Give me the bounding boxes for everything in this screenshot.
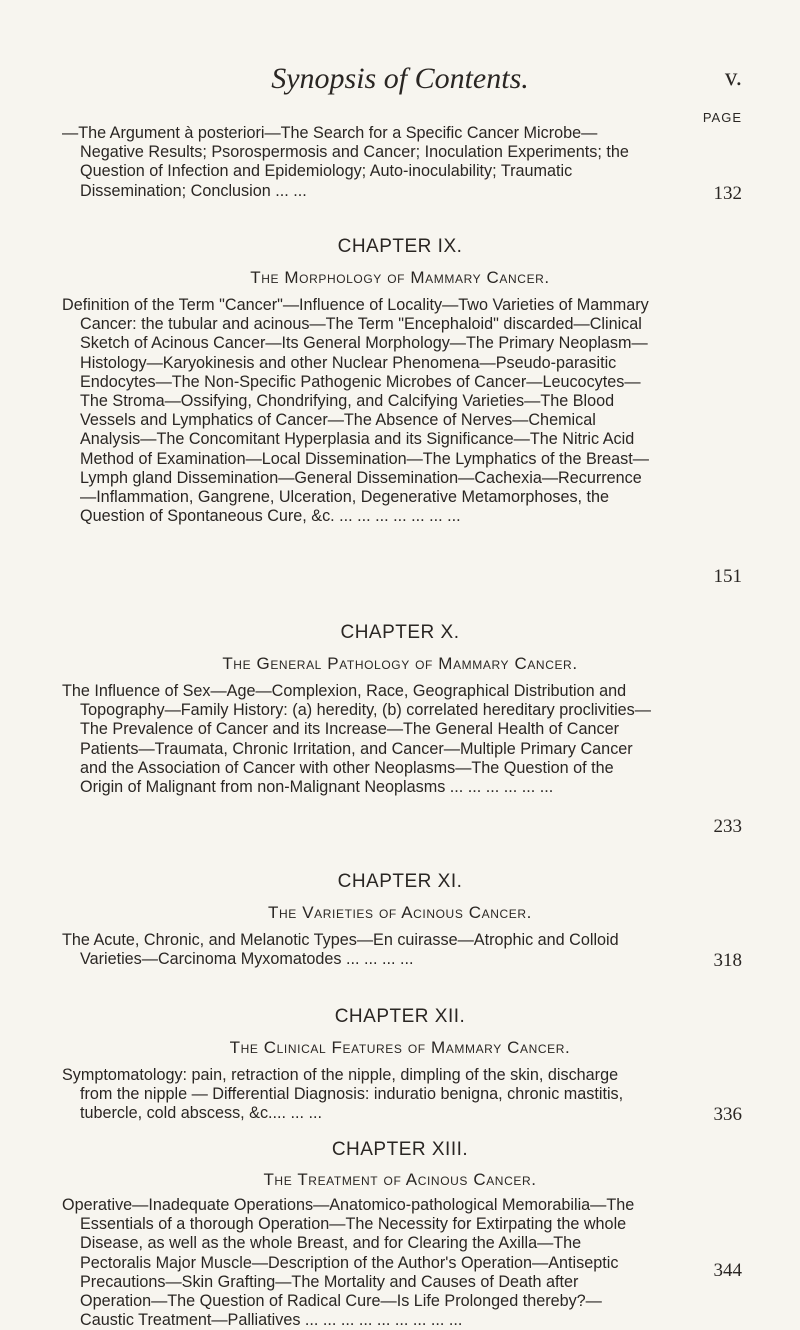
chapter-heading: CHAPTER XII. bbox=[334, 1006, 466, 1027]
chapter-heading: CHAPTER X. bbox=[340, 622, 460, 643]
chapter-entry bbox=[62, 931, 652, 969]
chapter-heading: CHAPTER XI. bbox=[337, 871, 463, 892]
page-numeral: v. bbox=[724, 64, 742, 91]
entry-page-number: 318 bbox=[713, 950, 742, 971]
entry-page-number: 336 bbox=[713, 1104, 742, 1125]
chapter-heading: CHAPTER IX. bbox=[337, 236, 463, 257]
entry-text: Symptomatology: pain, retraction of the nipple, dimpling of the skin, discharge from the nipple — Differential Diagnosis: induratio benigna, chronic mastitis, tubercle, cold abscess, &c.... ... ... bbox=[62, 1066, 624, 1123]
entry-page-number: 233 bbox=[713, 816, 742, 837]
entry-page-number: 132 bbox=[713, 183, 742, 204]
entry-page-number: 344 bbox=[713, 1260, 742, 1281]
chapter-entry bbox=[62, 1196, 652, 1330]
intro-entry bbox=[62, 124, 652, 201]
chapter-heading: CHAPTER XIII. bbox=[331, 1139, 469, 1160]
running-header-title: Synopsis of Contents. bbox=[271, 62, 529, 95]
entry-text: The Influence of Sex—Age—Complexion, Race, Geographical Distribution and Topography—Family History: (a) heredity, (b) correlated hereditary proclivities—The Prevalence of Cancer and its Increase—The General Health of Cancer Patients—Traumata, Chronic Irritation, and Cancer—Multiple Primary Cancer and the Association of Cancer with other Neoplasms—The Question of the Origin of Malignant from non-Malignant Neoplasms ... ... ... ... ... ... bbox=[62, 682, 651, 797]
chapter-title: The Clinical Features of Mammary Cancer. bbox=[229, 1038, 571, 1057]
page-column-label: PAGE bbox=[702, 110, 742, 125]
chapter-entry bbox=[62, 682, 652, 797]
chapter-entry bbox=[62, 1066, 652, 1124]
entry-text: Operative—Inadequate Operations—Anatomico-pathological Memorabilia—The Essentials of a thorough Operation—The Necessity for Extirpating the whole Disease, as well as the whole Breast, and for Clearing the Axilla—The Pectoralis Major Muscle—Description of the Author's Operation—Antiseptic Precautions—Skin Grafting—The Mortality and Causes of Death after Operation—The Question of Radical Cure—Is Life Prolonged thereby?—Caustic Treatment—Palliatives ... ... ... ... ... ... ... ... ... bbox=[62, 1196, 635, 1330]
entry-page-number: 151 bbox=[713, 566, 742, 587]
chapter-entry bbox=[62, 296, 652, 526]
chapter-title: The Varieties of Acinous Cancer. bbox=[268, 903, 532, 922]
chapter-title: The Treatment of Acinous Cancer. bbox=[263, 1170, 537, 1189]
chapter-title: The Morphology of Mammary Cancer. bbox=[250, 268, 550, 287]
entry-text: —The Argument à posteriori—The Search for a Specific Cancer Microbe—Negative Results; Psorospermosis and Cancer; Inoculation Experiments; the Question of Infection and Epidemiology; Auto-inoculability; Traumatic Dissemination; Conclusion ... ... bbox=[62, 124, 629, 200]
chapter-title: The General Pathology of Mammary Cancer. bbox=[222, 654, 578, 673]
entry-text: Definition of the Term "Cancer"—Influence of Locality—Two Varieties of Mammary Cancer: the tubular and acinous—The Term "Encephaloid" discarded—Clinical Sketch of Acinous Cancer—Its General Morphology—The Primary Neoplasm—Histology—Karyokinesis and other Nuclear Phenomena—Pseudo-parasitic Endocytes—The Non-Specific Pathogenic Microbes of Cancer—Leucocytes—The Stroma—Ossifying, Chondrifying, and Calcifying Varieties—The Blood Vessels and Lymphatics of Cancer—The Absence of Nerves—Chemical Analysis—The Concomitant Hyperplasia and its Significance—The Nitric Acid Method of Examination—Local Dissemination—The Lymphatics of the Breast—Lymph gland Dissemination—General Dissemination—Cachexia—Recurrence—Inflammation, Gangrene, Ulceration, Degenerative Metamorphoses, the Question of Spontaneous Cure, &c. ... ... ... ... ... ... ... bbox=[62, 296, 649, 526]
entry-text: The Acute, Chronic, and Melanotic Types—En cuirasse—Atrophic and Colloid Varieties—Carcinoma Myxomatodes ... ... ... ... bbox=[62, 931, 619, 969]
